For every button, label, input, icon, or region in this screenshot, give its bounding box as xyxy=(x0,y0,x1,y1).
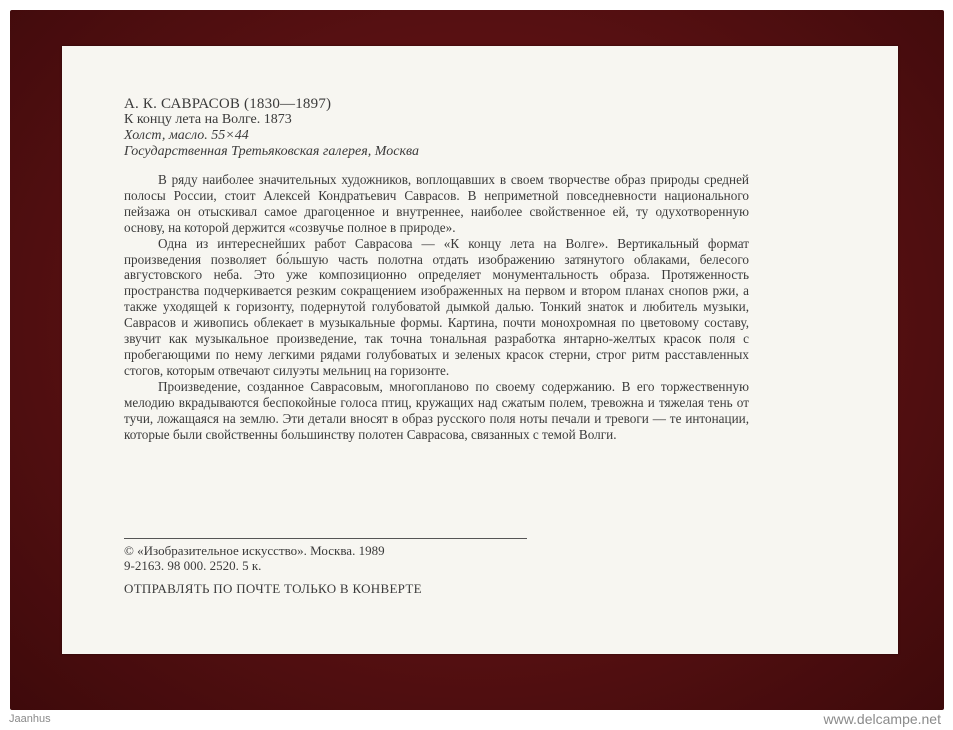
seller-watermark: Jaanhus xyxy=(9,713,51,725)
description-paragraph: Произведение, созданное Саврасовым, многопланово по своему содержанию. В его торжественную мелодию вкрадываются беспокойные голоса птиц, кружащих над сжатым полем, тревожна и тяжелая тень от тучи, ложащаяся на землю. Эти детали вносят в образ русского поля ноты печали и тревоги — те интонации, которые были свойственны большинству полотен Саврасова, связанных с темой Волги. xyxy=(124,378,749,442)
postcard-back xyxy=(62,46,898,654)
divider-line xyxy=(124,538,527,539)
description-paragraph: В ряду наиболее значительных художников, воплощавших в своем творчестве образ природы средней полосы России, стоит Алексей Кондратьевич Саврасов. В неприметной повседневности национального пейзажа он отыскивал самое драгоценное и внутреннее, наиболее свойственное ей, ту одухотворенную основу, на которой держится «созвучье полное в природе». xyxy=(124,172,749,235)
author-heading: А. К. САВРАСОВ (1830—1897) xyxy=(124,96,332,112)
print-code: 9-2163. 98 000. 2520. 5 к. xyxy=(124,558,262,573)
site-watermark: www.delcampe.net xyxy=(823,711,941,727)
description-text xyxy=(124,172,749,442)
publisher-copyright: © «Изобразительное искусство». Москва. 1989 xyxy=(124,543,385,558)
painting-title: К концу лета на Волге. 1873 xyxy=(124,112,292,127)
painting-medium: Холст, масло. 55×44 xyxy=(124,128,249,143)
gallery-name: Государственная Третьяковская галерея, Москва xyxy=(124,144,419,159)
description-paragraph: Одна из интереснейших работ Саврасова — «К концу лета на Волге». Вертикальный формат произведения позволяет бо́льшую часть полотна отдать изображению затянутого облаками, белесого августовского неба. Это уже композиционно определяет монументальность образа. Протяженность пространства подчеркивается резким сокращением изображенных на первом и втором планах снопов ржи, а также уходящей к горизонту, подернутой голубоватой дымкой далью. Тонкий знаток и любитель музыки, Саврасов и живопись облекает в музыкальные формы. Картина, почти монохромная по цветовому составу, звучит как музыкальное произведение, так точна тональная разработка янтарно-желтых красок поля с пробегающими по нему легкими рядами голубоватых и зеленых красок стерни, строг ритм расставленных стогов, которым отвечают силуэты мельниц на горизонте. xyxy=(124,235,749,378)
mailing-instruction: ОТПРАВЛЯТЬ ПО ПОЧТЕ ТОЛЬКО В КОНВЕРТЕ xyxy=(124,581,422,596)
